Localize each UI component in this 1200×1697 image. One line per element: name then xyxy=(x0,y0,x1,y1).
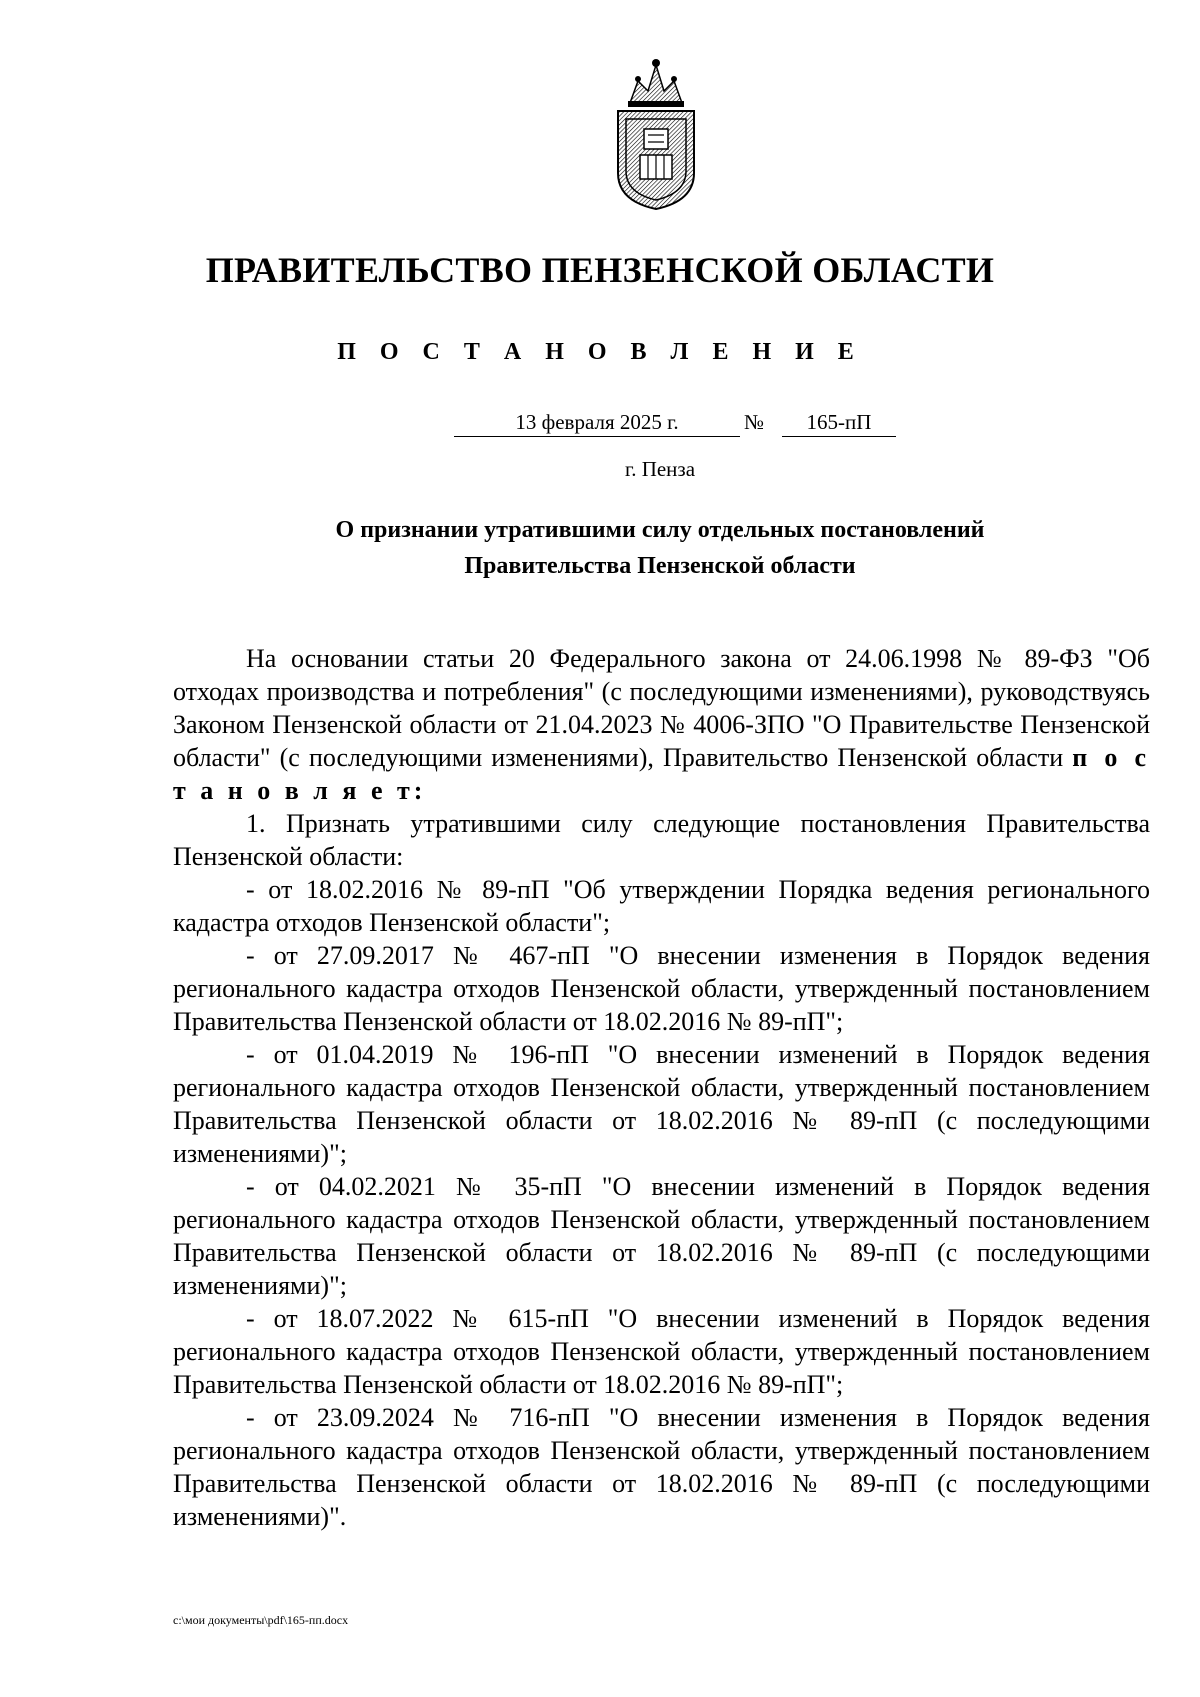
repealed-decree-item: - от 04.02.2021 № 35-пП "О внесении изменений в Порядок ведения регионального кадастра отходов Пензенской области, утвержденный постановлением Правительства Пензенской области от 18.02.2016 № 89-пП (с последующими изменениями)"; xyxy=(173,1172,1150,1300)
repealed-decree-item: - от 23.09.2024 № 716-пП "О внесении изменения в Порядок ведения регионального кадастра отходов Пензенской области, утвержденный постановлением Правительства Пензенской области от 18.02.2016 № 89-пП (с последующими изменениями)". xyxy=(173,1403,1150,1531)
decree-word: п о с т а н о в л я е т: xyxy=(173,743,1151,805)
repealed-decree-item: - от 27.09.2017 № 467-пП "О внесении изменения в Порядок ведения регионального кадастра отходов Пензенской области, утвержденный постановлением Правительства Пензенской области от 18.02.2016 № 89-пП"; xyxy=(173,941,1150,1036)
document-body xyxy=(173,642,1150,1533)
repealed-decree-item: - от 18.07.2022 № 615-пП "О внесении изменений в Порядок ведения регионального кадастра отходов Пензенской области, утвержденный постановлением Правительства Пензенской области от 18.02.2016 № 89-пП"; xyxy=(173,1304,1150,1399)
document-type-heading: П О С Т А Н О В Л Е Н И Е xyxy=(337,339,863,365)
document-subject xyxy=(200,512,1120,584)
subject-line-1: О признании утратившими силу отдельных постановлений xyxy=(335,517,985,543)
number-sign: № xyxy=(744,410,765,434)
document-city: г. Пенза xyxy=(624,457,696,481)
repealed-decree-item: - от 18.02.2016 № 89-пП "Об утверждении Порядка ведения регионального кадастра отходов Пензенской области"; xyxy=(173,875,1150,937)
preamble-paragraph xyxy=(173,642,1150,807)
item-1-paragraph: 1. Признать утратившими силу следующие постановления Правительства Пензенской области: xyxy=(173,809,1150,871)
document-number: 165-пП xyxy=(782,408,896,437)
repealed-decree-item: - от 01.04.2019 № 196-пП "О внесении изменений в Порядок ведения регионального кадастра отходов Пензенской области, утвержденный постановлением Правительства Пензенской области от 18.02.2016 № 89-пП (с последующими изменениями)"; xyxy=(173,1040,1150,1168)
document-date: 13 февраля 2025 г. xyxy=(454,408,740,437)
document-date-number-line xyxy=(0,408,1200,442)
subject-line-2: Правительства Пензенской области xyxy=(464,553,856,579)
coat-of-arms-emblem xyxy=(608,55,704,213)
footer-file-path: c:\мои документы\pdf\165-пп.docx xyxy=(173,1613,349,1627)
organization-title: ПРАВИТЕЛЬСТВО ПЕНЗЕНСКОЙ ОБЛАСТИ xyxy=(205,250,995,290)
preamble-text: На основании статьи 20 Федерального закона от 24.06.1998 № 89-ФЗ "Об отходах производства и потребления" (с последующими изменениями), руководствуясь Законом Пензенской области от 21.04.2023 № 4006-ЗПО "О Правительстве Пензенской области" (с последующими изменениями), Правительство Пензенской области xyxy=(173,644,1150,772)
